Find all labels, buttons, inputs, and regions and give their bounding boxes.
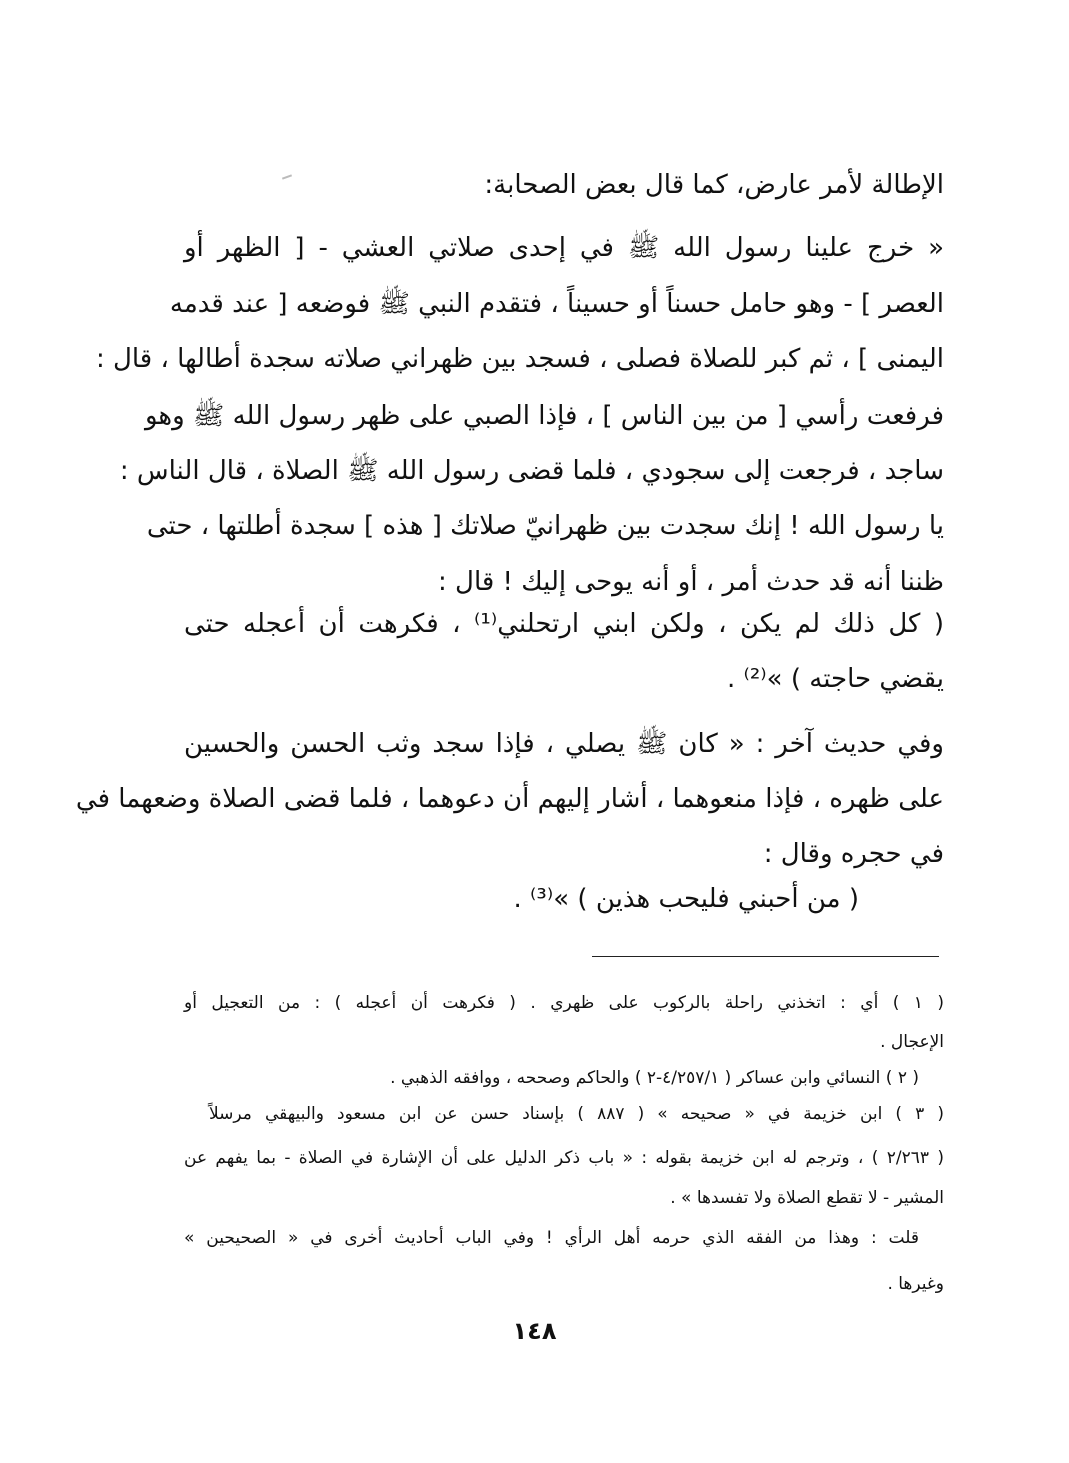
body-line-11: وفي حديث آخر : « كان ﷺ يصلي ، فإذا سجد وثب الحسن والحسين [184, 729, 944, 759]
footnote-line-1: ( ١ ) أي : اتخذني راحلة بالركوب على ظهري . ( فكرهت أن أعجله ) : من التعجيل أو [184, 993, 944, 1013]
footnote-line-3: ( ٢ ) النسائي وابن عساكر ( ٤/٢٥٧/١-٢ ) والحاكم وصححه ، ووافقه الذهبي . [390, 1068, 919, 1088]
footnote-line-8: وغيرها . [887, 1274, 944, 1294]
body-line-14: ( من أحبني فليحب هذين ) »⁽³⁾ . [513, 884, 859, 914]
footnote-line-4: ( ٣ ) ابن خزيمة في « صحيحه » ( ٨٨٧ ) بإسناد حسن عن ابن مسعود والبيهقي مرسلاً [209, 1104, 944, 1124]
footnote-line-2: الإعجال . [880, 1032, 944, 1052]
body-line-6: ساجد ، فرجعت إلى سجودي ، فلما قضى رسول الله ﷺ الصلاة ، قال الناس : [119, 456, 944, 486]
body-line-10: يقضي حاجته ) »⁽²⁾ . [726, 664, 944, 694]
footnote-separator [592, 956, 939, 957]
footnote-line-6: المشير - لا تقطع الصلاة ولا تفسدها » . [670, 1188, 944, 1208]
body-line-13: في حجره وقال : [763, 839, 944, 869]
page-number: ١٤٨ [512, 1317, 557, 1345]
body-line-12: على ظهره ، فإذا منعوهما ، أشار إليهم أن دعوهما ، فلما قضى الصلاة وضعهما في [75, 784, 944, 814]
body-line-5: فرفعت رأسي [ من بين الناس ] ، فإذا الصبي على ظهر رسول الله ﷺ وهو [144, 401, 944, 431]
body-line-9: ( كل ذلك لم يكن ، ولكن ابني ارتحلني⁽¹⁾ ، فكرهت أن أعجله حتى [184, 609, 944, 639]
body-line-8: ظننا أنه قد حدث أمر ، أو أنه يوحى إليك ! قال : [438, 567, 944, 597]
body-line-7: يا رسول الله ! إنك سجدت بين ظهرانيّ صلاتك [ هذه ] سجدة أطلتها ، حتى [146, 511, 944, 541]
body-line-4: اليمنى ] ، ثم كبر للصلاة فصلى ، فسجد بين ظهراني صلاته سجدة أطالها ، قال : [95, 344, 944, 374]
body-line-1: الإطالة لأمر عارض، كما قال بعض الصحابة: [484, 170, 944, 200]
footnote-line-5: ( ٢/٢٦٣ ) ، وترجم له ابن خزيمة بقوله : « باب ذكر الدليل على أن الإشارة في الصلاة - بما يفهم عن [184, 1148, 944, 1168]
footnote-line-7: قلت : وهذا من الفقه الذي حرمه أهل الرأي ! وفي الباب أحاديث أخرى في « الصحيحين » [184, 1228, 919, 1248]
body-line-2: « خرج علينا رسول الله ﷺ في إحدى صلاتي العشي - [ الظهر أو [184, 233, 944, 263]
body-line-3: العصر ] - وهو حامل حسناً أو حسيناً ، فتقدم النبي ﷺ فوضعه [ عند قدمه [169, 289, 944, 319]
